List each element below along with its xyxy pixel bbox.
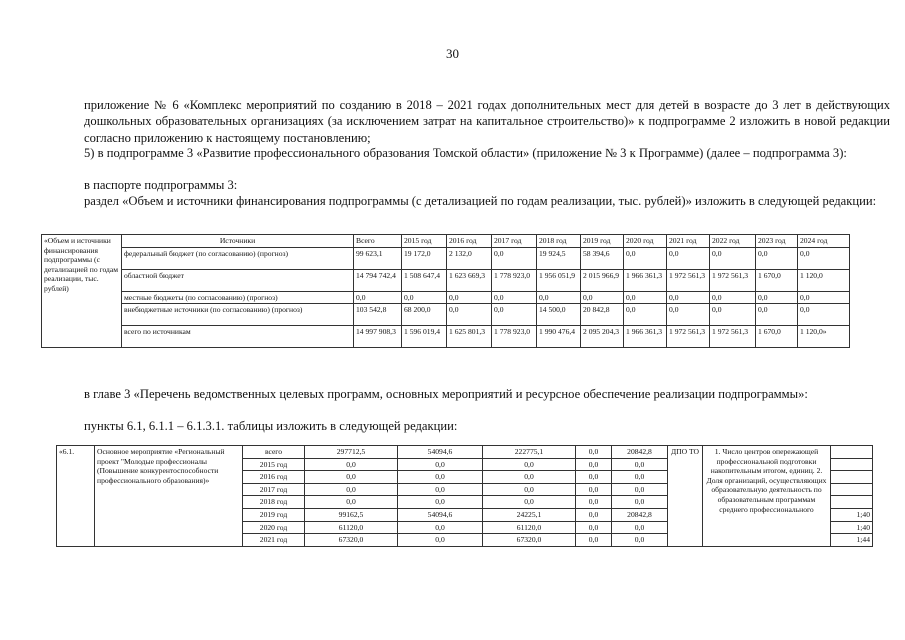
table1-cell: 0,0 (667, 291, 710, 304)
table2-executor: ДПО ТО (668, 446, 703, 547)
table1-cell: 0,0 (710, 304, 756, 326)
table2-cell: 1;40 (831, 521, 873, 534)
table1-cell: 68 200,0 (402, 304, 447, 326)
table1-cell: 1 120,0» (798, 326, 850, 348)
table2-cell (831, 458, 873, 471)
table2-cell: 0,0 (305, 471, 398, 484)
table1-header-cell: 2022 год (710, 235, 756, 248)
table2-cell: 0,0 (483, 496, 576, 509)
table2-cell: 0,0 (483, 483, 576, 496)
table1-cell: 99 623,1 (354, 247, 402, 269)
table2-cell: 67320,0 (483, 534, 576, 547)
table2-cell: 2019 год (243, 508, 305, 521)
paragraph-passport: в паспорте подпрограммы 3: (84, 178, 238, 192)
table1-cell: федеральный бюджет (по согласованию) (прогноз) (122, 247, 354, 269)
table1-cell: 1 778 923,0 (492, 269, 537, 291)
table1-cell: 1 972 561,3 (710, 326, 756, 348)
table1-header-cell: 2015 год (402, 235, 447, 248)
table2-cell: 0,0 (305, 496, 398, 509)
table2-cell: 0,0 (576, 483, 612, 496)
table2-cell: 2018 год (243, 496, 305, 509)
table2-cell: 61120,0 (483, 521, 576, 534)
table1-header-cell: 2020 год (624, 235, 667, 248)
table2-cell: 0,0 (576, 521, 612, 534)
table1-cell: 1 990 476,4 (537, 326, 581, 348)
table1-cell: 58 394,6 (581, 247, 624, 269)
table1-cell: 20 842,8 (581, 304, 624, 326)
table1-cell: 0,0 (756, 247, 798, 269)
table1-row-label: «Объем и источники финансирования подпрограммы (с детализацией по годам реализации, тыс. рублей) (42, 235, 122, 348)
table1-cell: 2 095 204,3 (581, 326, 624, 348)
table1-cell: 0,0 (624, 291, 667, 304)
table2-cell: 54094,6 (398, 446, 483, 459)
table2-cell: 0,0 (398, 471, 483, 484)
table2-cell: 1;44 (831, 534, 873, 547)
table1-cell: 1 670,0 (756, 326, 798, 348)
table1-cell: 0,0 (581, 291, 624, 304)
table1-cell: 2 015 966,9 (581, 269, 624, 291)
table1-cell: 1 972 561,3 (667, 269, 710, 291)
paragraph-section-volume: раздел «Объем и источники финансирования подпрограммы (с детализацией по годам реализации, тыс. рублей)» изложить в следующей редакции: (84, 194, 877, 208)
table1-cell: областной бюджет (122, 269, 354, 291)
paragraph-appendix-6: приложение № 6 «Комплекс мероприятий по созданию в 2018 – 2021 годах дополнительных мест для детей в возрасте до 3 лет в действующих дошкольных образовательных организациях (за исключением затрат на капитальное строительство)» к подпрограмме 2 изложить в новой редакции согласно приложению к настоящему постановлению; (84, 98, 890, 145)
table2-cell: всего (243, 446, 305, 459)
table2-cell: 0,0 (576, 534, 612, 547)
table2-cell: 0,0 (576, 508, 612, 521)
paragraph-items: пункты 6.1, 6.1.1 – 6.1.3.1. таблицы изложить в следующей редакции: (84, 419, 458, 433)
table2-cell: 99162,5 (305, 508, 398, 521)
table1-cell: 0,0 (667, 304, 710, 326)
table2-cell: 0,0 (612, 534, 668, 547)
table2-cell: 0,0 (576, 458, 612, 471)
table2-cell: 0,0 (612, 458, 668, 471)
table1-cell: 0,0 (354, 291, 402, 304)
table2-cell: 0,0 (612, 496, 668, 509)
table1-cell: 1 670,0 (756, 269, 798, 291)
table2-cell: 0,0 (576, 471, 612, 484)
table1-cell: 0,0 (710, 247, 756, 269)
paragraph-chapter-3: в главе 3 «Перечень ведомственных целевых программ, основных мероприятий и ресурсное обеспечение реализации подпрограммы»: (84, 387, 808, 401)
table1-cell: 0,0 (537, 291, 581, 304)
table2-cell: 54094,6 (398, 508, 483, 521)
table2-cell: 2015 год (243, 458, 305, 471)
table1-cell: 1 120,0 (798, 269, 850, 291)
table1-cell: 0,0 (798, 304, 850, 326)
table2-cell: 20842,8 (612, 508, 668, 521)
table2-cell: 0,0 (305, 458, 398, 471)
table2-cell: 0,0 (305, 483, 398, 496)
table2-cell: 0,0 (612, 471, 668, 484)
table1-cell: 0,0 (447, 304, 492, 326)
table2-cell: 0,0 (576, 446, 612, 459)
table1-cell: 1 596 019,4 (402, 326, 447, 348)
table1-cell: 1 966 361,3 (624, 269, 667, 291)
table2-cell: 2017 год (243, 483, 305, 496)
table1-header-cell: 2017 год (492, 235, 537, 248)
page-number: 30 (446, 46, 459, 61)
table2-cell (831, 483, 873, 496)
table2-cell (831, 446, 873, 459)
table2-indicators: 1. Число центров опережающей профессиональной подготовки накопительным итогом, единиц. 2. Доля организаций, осуществляющих образовательную деятельность по образовательным программам среднего профессионального (703, 446, 831, 547)
table1-cell: 14 794 742,4 (354, 269, 402, 291)
table1-cell: 0,0 (492, 291, 537, 304)
table2-cell: 0,0 (398, 521, 483, 534)
table1-cell: всего по источникам (122, 326, 354, 348)
table2-cell: 61120,0 (305, 521, 398, 534)
table1-header-cell: Источники (122, 235, 354, 248)
table1-header-cell: 2021 год (667, 235, 710, 248)
table2-cell (831, 471, 873, 484)
table2-cell: 0,0 (576, 496, 612, 509)
table1-header-cell: 2024 год (798, 235, 850, 248)
table1-cell: 2 132,0 (447, 247, 492, 269)
table1-cell: 0,0 (402, 291, 447, 304)
table1-cell: 1 508 647,4 (402, 269, 447, 291)
table1-cell: внебюджетные источники (по согласованию) (прогноз) (122, 304, 354, 326)
table1-cell: 1 956 051,9 (537, 269, 581, 291)
table2-cell: 297712,5 (305, 446, 398, 459)
table1-cell: 14 500,0 (537, 304, 581, 326)
table1-cell: 0,0 (492, 304, 537, 326)
table1-cell: 0,0 (756, 291, 798, 304)
table1-cell: 0,0 (798, 291, 850, 304)
table1-header-cell: 2019 год (581, 235, 624, 248)
measures-table (56, 445, 873, 547)
table2-cell: 0,0 (398, 483, 483, 496)
financing-table (41, 234, 850, 348)
table2-cell: 20842,8 (612, 446, 668, 459)
table2-num: «6.1. (57, 446, 95, 547)
table1-header-cell: 2023 год (756, 235, 798, 248)
table1-cell: 0,0 (447, 291, 492, 304)
table1-header-cell: 2018 год (537, 235, 581, 248)
table1-cell: 103 542,8 (354, 304, 402, 326)
table2-cell: 0,0 (483, 458, 576, 471)
table2-cell: 24225,1 (483, 508, 576, 521)
table1-cell: 19 172,0 (402, 247, 447, 269)
table1-cell: 0,0 (624, 304, 667, 326)
table1-cell: 19 924,5 (537, 247, 581, 269)
table2-cell: 0,0 (483, 471, 576, 484)
table2-cell: 0,0 (612, 483, 668, 496)
paragraph-subprogram-3: 5) в подпрограмме 3 «Развитие профессионального образования Томской области» (приложение № 3 к Программе) (далее – подпрограмма 3): (84, 146, 847, 160)
table1-cell: 0,0 (624, 247, 667, 269)
table2-cell: 67320,0 (305, 534, 398, 547)
table2-cell: 222775,1 (483, 446, 576, 459)
table2-cell: 0,0 (612, 521, 668, 534)
table1-cell: 0,0 (798, 247, 850, 269)
table1-cell: 0,0 (756, 304, 798, 326)
table2-measure-name: Основное мероприятие «Региональный проект "Молодые профессионалы (Повышение конкурентоспособности профессионального образования)» (95, 446, 243, 547)
table2-cell: 0,0 (398, 496, 483, 509)
table2-cell: 2016 год (243, 471, 305, 484)
table1-cell: 1 778 923,0 (492, 326, 537, 348)
table1-cell: местные бюджеты (по согласованию) (прогноз) (122, 291, 354, 304)
table1-cell: 1 972 561,3 (667, 326, 710, 348)
table1-cell: 0,0 (492, 247, 537, 269)
table1-cell: 1 625 801,3 (447, 326, 492, 348)
table1-cell: 1 623 669,3 (447, 269, 492, 291)
table1-cell: 0,0 (667, 247, 710, 269)
table1-cell: 0,0 (710, 291, 756, 304)
table1-cell: 1 966 361,3 (624, 326, 667, 348)
table2-cell: 0,0 (398, 534, 483, 547)
table2-cell (831, 496, 873, 509)
table2-cell: 2021 год (243, 534, 305, 547)
table1-header-cell: Всего (354, 235, 402, 248)
table2-cell: 2020 год (243, 521, 305, 534)
table2-cell: 1;40 (831, 508, 873, 521)
table1-cell: 14 997 908,3 (354, 326, 402, 348)
table2-cell: 0,0 (398, 458, 483, 471)
table1-cell: 1 972 561,3 (710, 269, 756, 291)
table1-header-cell: 2016 год (447, 235, 492, 248)
